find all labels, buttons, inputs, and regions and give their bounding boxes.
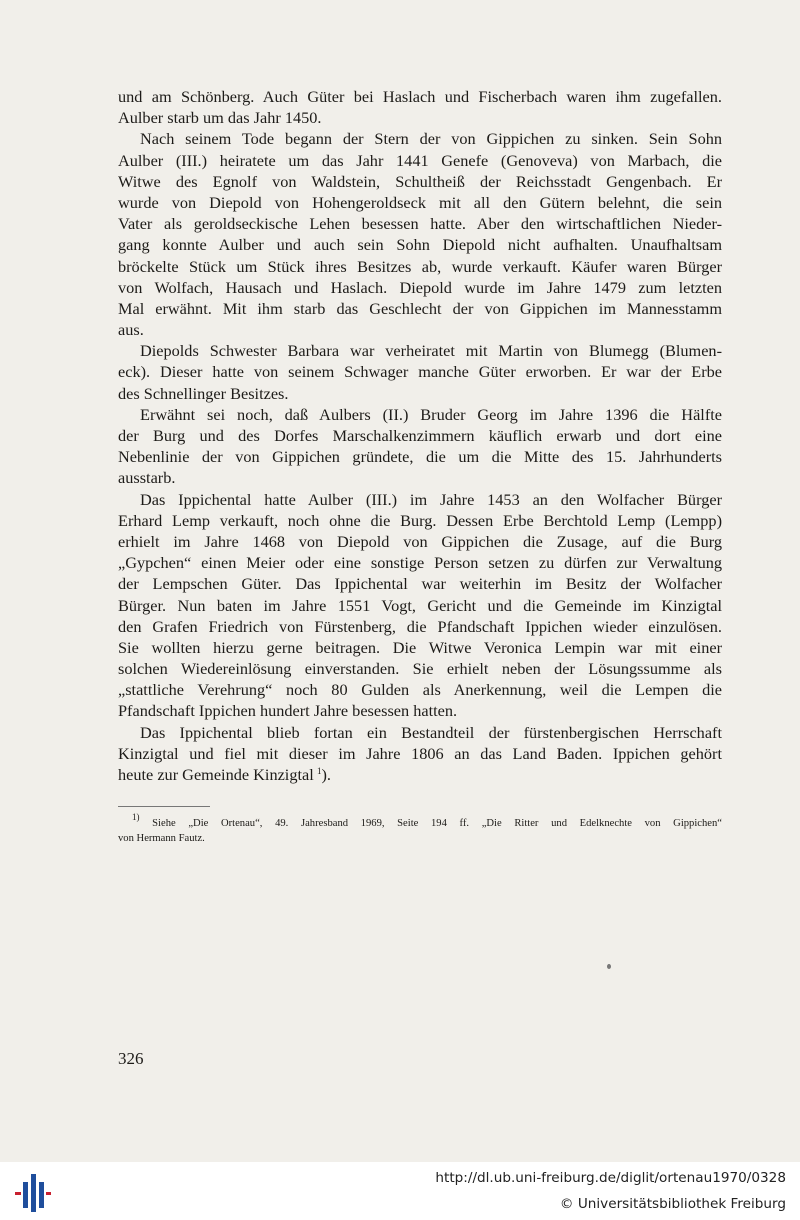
text-line: Erwähnt sei noch, daß Aulbers (II.) Bruder Georg im Jahre 1396 die Hälfte	[140, 404, 722, 424]
text-line: „Gypchen“ einen Meier oder eine sonstige Person setzen zu dürfen zur Verwaltung	[118, 553, 722, 573]
text-line: Bürger. Nun baten im Jahre 1551 Vogt, Gericht und die Gemeinde im Kinzigtal	[118, 595, 722, 615]
text-fragment: ).	[321, 765, 332, 784]
text-line: Aulber starb um das Jahr 1450.	[118, 108, 322, 128]
body-text	[118, 86, 722, 785]
logo-blue-bar-right	[39, 1182, 44, 1208]
footnote-separator	[118, 806, 210, 807]
logo-blue-bar-center	[31, 1174, 36, 1212]
text-line: der Burg und des Dorfes Marschalkenzimmern käuflich erwarb und dort eine	[118, 426, 722, 445]
text-line: Mal erwähnt. Mit ihm starb das Geschlecht der von Gippichen im Mannesstamm	[118, 298, 722, 318]
text-line-with-footnote	[118, 764, 722, 785]
footnote-line	[118, 812, 722, 832]
footer-bar	[0, 1162, 800, 1220]
paragraph-6	[118, 722, 722, 786]
text-line: Das Ippichental blieb fortan ein Bestandteil der fürstenbergischen Herrschaft	[140, 722, 722, 742]
copyright-text: © Universitätsbibliothek Freiburg	[559, 1196, 786, 1212]
text-line: Nebenlinie der von Gippichen gründete, die um die Mitte des 15. Jahrhunderts	[118, 447, 722, 467]
text-line: aus.	[118, 320, 144, 340]
text-line: des Schnellinger Besitzes.	[118, 383, 289, 403]
logo-blue-bar-left	[23, 1182, 28, 1208]
paragraph-5	[118, 489, 722, 722]
text-fragment: heute zur Gemeinde Kinzigtal	[118, 765, 314, 784]
paragraph-2	[118, 128, 722, 340]
text-line: Sie wollten hierzu gerne beitragen. Die Witwe Veronica Lempin war mit einer	[118, 637, 722, 657]
text-line: Pfandschaft Ippichen hundert Jahre besessen hatten.	[118, 701, 458, 721]
text-line: erhielt im Jahre 1468 von Diepold von Gippichen die Zusage, auf die Burg	[118, 531, 722, 551]
text-line: Diepolds Schwester Barbara war verheiratet mit Martin von Blumegg (Blumen-	[140, 341, 722, 361]
footnote	[118, 812, 722, 846]
footnote-text: Siehe „Die Ortenau“, 49. Jahresband 1969, Seite 194 ff. „Die Ritter und Edelknechte von Gippichen“	[152, 818, 722, 829]
text-line: „stattliche Verehrung“ noch 80 Gulden als Anerkennung, weil die Lempen die	[118, 680, 722, 700]
library-logo-icon	[12, 1170, 52, 1214]
text-line: der Lempschen Güter. Das Ippichental war weiterhin im Besitz der Wolfacher	[118, 574, 722, 594]
footnote-line: von Hermann Fautz.	[118, 832, 205, 844]
text-line: Erhard Lemp verkauft, noch ohne die Burg. Dessen Erbe Berchtold Lemp (Lempp)	[118, 510, 722, 530]
text-line: bröckelte Stück um Stück ihres Besitzes ab, wurde verkauft. Käufer waren Bürger	[118, 256, 722, 276]
text-line: ausstarb.	[118, 468, 176, 488]
logo-red-left	[15, 1192, 21, 1195]
page-number: 326	[118, 1049, 144, 1068]
text-line: wurde von Diepold von Hohengeroldseck mit all den Gütern belehnt, die sein	[118, 192, 722, 212]
text-line: solchen Wiedereinlösung einverstanden. Sie erhielt neben der Lösungssumme als	[118, 659, 722, 679]
paragraph-1	[118, 86, 722, 128]
text-line: Aulber (III.) heiratete um das Jahr 1441 Genefe (Genoveva) von Marbach, die	[118, 150, 722, 170]
text-line: den Grafen Friedrich von Fürstenberg, die Pfandschaft Ippichen wieder einzulösen.	[118, 616, 722, 636]
source-url-link[interactable]: http://dl.ub.uni-freiburg.de/diglit/ortenau1970/0328	[435, 1170, 786, 1186]
logo-red-right	[46, 1192, 51, 1195]
text-line: und am Schönberg. Auch Güter bei Haslach und Fischerbach waren ihm zugefallen.	[118, 87, 722, 106]
text-line: Witwe des Egnolf von Waldstein, Schultheiß der Reichsstadt Gengenbach. Er	[118, 171, 722, 191]
text-line: Kinzigtal und fiel mit dieser im Jahre 1806 an das Land Baden. Ippichen gehört	[118, 743, 722, 763]
text-line: eck). Dieser hatte von seinem Schwager manche Güter erworben. Er war der Erbe	[118, 362, 722, 382]
footnote-marker: 1)	[132, 812, 140, 822]
text-line: von Wolfach, Hausach und Haslach. Diepold wurde im Jahre 1479 zum letzten	[118, 277, 722, 297]
text-line: Nach seinem Tode begann der Stern der von Gippichen zu sinken. Sein Sohn	[140, 129, 722, 149]
text-line: Das Ippichental hatte Aulber (III.) im Jahre 1453 an den Wolfacher Bürger	[140, 489, 722, 509]
paragraph-3	[118, 340, 722, 404]
footnote-reference[interactable]: 1	[317, 766, 322, 776]
text-line: gang konnte Aulber und auch sein Sohn Diepold nicht aufhalten. Unaufhaltsam	[118, 235, 722, 255]
scan-speck	[607, 964, 611, 969]
text-line: Vater als geroldseckische Lehen besessen hatte. Aber den wirtschaftlichen Nieder-	[118, 214, 722, 234]
paragraph-4	[118, 404, 722, 489]
